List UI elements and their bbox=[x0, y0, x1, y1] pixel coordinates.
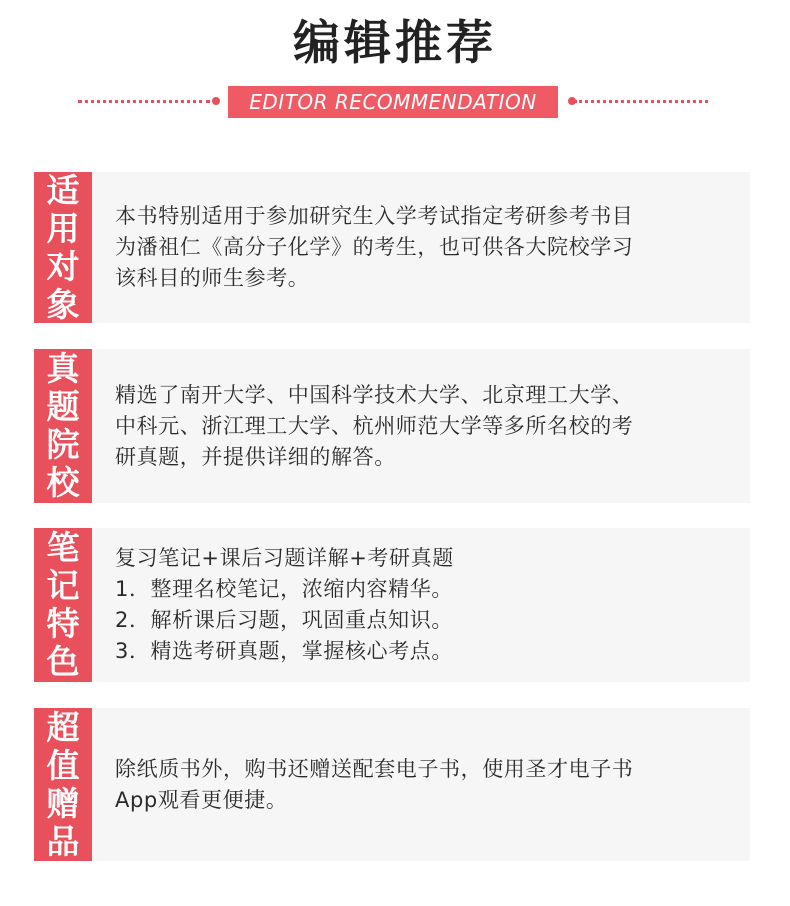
label-char: 值 bbox=[46, 745, 80, 785]
text-line: App观看更便捷。 bbox=[115, 787, 288, 812]
card-label bbox=[34, 708, 92, 861]
label-char: 真 bbox=[46, 349, 80, 388]
text-line: 该科目的师生参考。 bbox=[115, 266, 310, 290]
card-text bbox=[115, 349, 738, 503]
label-char: 校 bbox=[46, 463, 80, 502]
text-line: 为潘祖仁《高分子化学》的考生，也可供各大院校学习 bbox=[115, 235, 634, 259]
label-char: 象 bbox=[46, 284, 80, 324]
card-bonus-gift bbox=[34, 708, 750, 861]
label-char: 题 bbox=[46, 387, 80, 426]
label-char: 超 bbox=[46, 707, 80, 747]
label-char: 适 bbox=[46, 170, 80, 210]
text-line: 3．精选考研真题，掌握核心考点。 bbox=[115, 639, 453, 663]
left-divider-dot bbox=[212, 97, 220, 105]
label-char: 记 bbox=[46, 566, 80, 605]
card-text bbox=[115, 528, 738, 682]
text-line: 精选了南开大学、中国科学技术大学、北京理工大学、 bbox=[115, 382, 634, 407]
label-char: 院 bbox=[46, 425, 80, 464]
right-dotted-divider bbox=[574, 100, 708, 103]
left-dotted-divider bbox=[78, 100, 210, 103]
text-line: 2．解析课后习题，巩固重点知识。 bbox=[115, 608, 453, 632]
text-line: 研真题，并提供详细的解答。 bbox=[115, 444, 396, 469]
text-line: 1．整理名校笔记，浓缩内容精华。 bbox=[115, 577, 453, 601]
card-text bbox=[115, 172, 738, 323]
text-line: 除纸质书外，购书还赠送配套电子书，使用圣才电子书 bbox=[115, 756, 634, 781]
card-target-audience bbox=[34, 172, 750, 323]
label-char: 对 bbox=[46, 246, 80, 286]
label-char: 笔 bbox=[46, 528, 80, 567]
card-label bbox=[34, 172, 92, 323]
card-exam-schools bbox=[34, 349, 750, 503]
page-title: 编辑推荐 bbox=[293, 16, 497, 71]
card-label bbox=[34, 349, 92, 503]
label-char: 品 bbox=[46, 821, 80, 861]
label-char: 赠 bbox=[46, 783, 80, 823]
text-line: 复习笔记+课后习题详解+考研真题 bbox=[115, 546, 454, 570]
label-char: 用 bbox=[46, 208, 80, 248]
label-char: 特 bbox=[46, 604, 80, 643]
subtitle-banner: EDITOR RECOMMENDATION bbox=[228, 86, 558, 118]
card-text bbox=[115, 708, 738, 861]
card-notes-features bbox=[34, 528, 750, 682]
text-line: 中科元、浙江理工大学、杭州师范大学等多所名校的考 bbox=[115, 413, 634, 438]
label-char: 色 bbox=[46, 642, 80, 681]
text-line: 本书特别适用于参加研究生入学考试指定考研参考书目 bbox=[115, 204, 634, 228]
card-label bbox=[34, 528, 92, 682]
